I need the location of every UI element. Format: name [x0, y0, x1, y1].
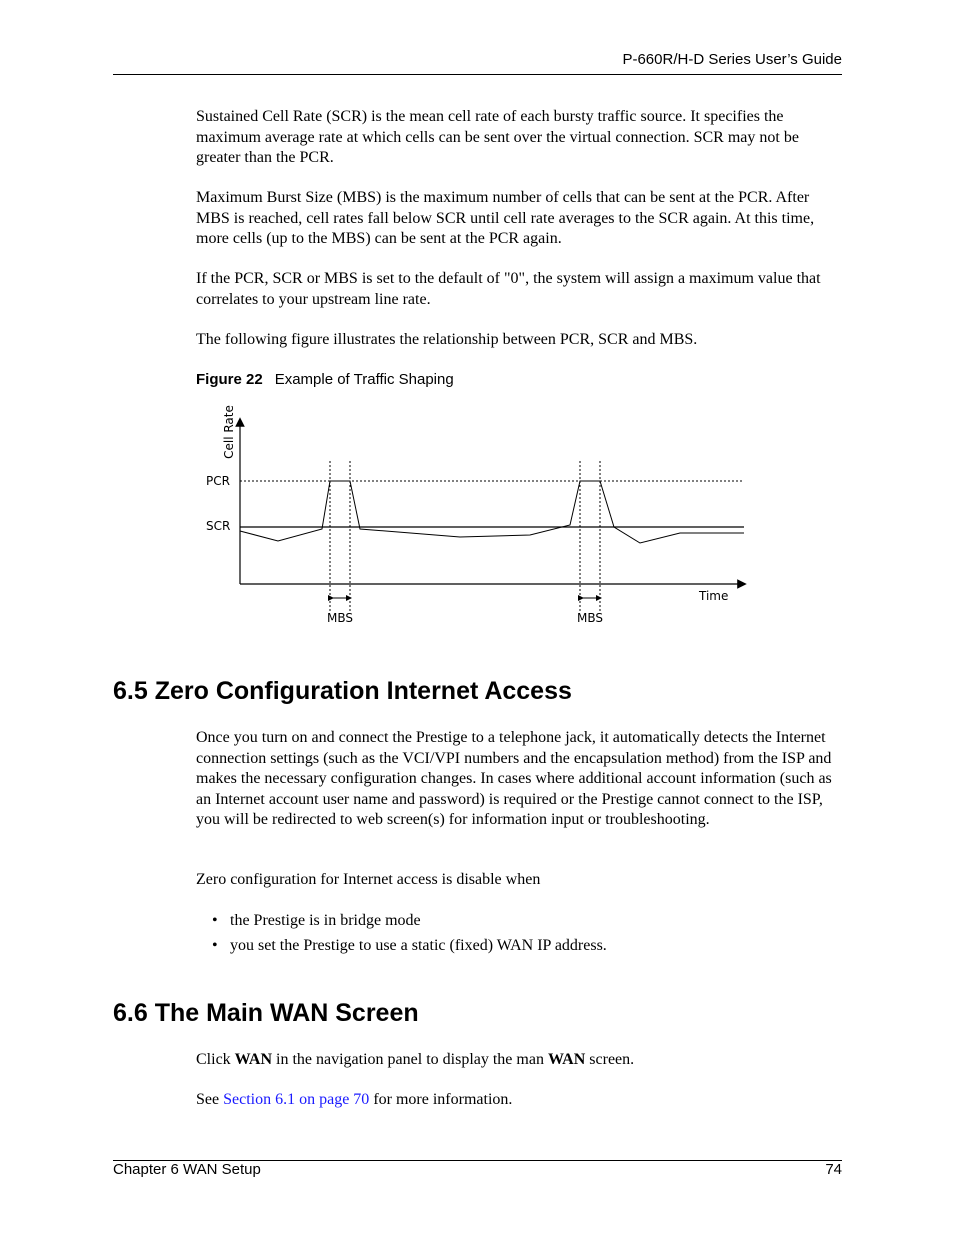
list-item: • the Prestige is in bridge mode: [212, 908, 607, 933]
bold-wan: WAN: [234, 1051, 273, 1068]
zero-config-disable-intro: Zero configuration for Internet access is disable when: [196, 871, 541, 888]
section-heading-main-wan: 6.6 The Main WAN Screen: [113, 999, 419, 1027]
text-segment: screen.: [585, 1051, 635, 1068]
footer-chapter: Chapter 6 WAN Setup: [113, 1161, 261, 1178]
see-section-paragraph: [196, 1090, 846, 1111]
mbs-label-2: MBS: [577, 611, 603, 625]
intro-paragraph-default: If the PCR, SCR or MBS is set to the default of "0", the system will assign a maximum value that correlates to your upstream line rate.: [196, 270, 821, 308]
text-segment: for more information.: [369, 1091, 513, 1108]
main-wan-paragraph: [196, 1050, 846, 1071]
zero-config-paragraph: Once you turn on and connect the Prestige to a telephone jack, it automatically detects the Internet connection settings (such as the VCI/VPI numbers and the encapsulation method) from the ISP and makes the necessary configuration changes. In cases where additional account information (such as an Internet account user name and password) is required or the Prestige cannot connect to the ISP, you will be redirected to web screen(s) for information input or troubleshooting.: [196, 729, 832, 828]
intro-paragraph-figure-ref: The following figure illustrates the relationship between PCR, SCR and MBS.: [196, 331, 698, 348]
intro-paragraph-scr: Sustained Cell Rate (SCR) is the mean cell rate of each bursty traffic source. It specifies the maximum average rate at which cells can be sent over the virtual connection. SCR may not be greater than the PCR.: [196, 108, 799, 166]
y-axis-label: Cell Rate: [222, 405, 236, 459]
pcr-label: PCR: [206, 474, 230, 488]
bold-wan: WAN: [547, 1051, 586, 1068]
cell-rate-curve: [240, 481, 744, 543]
footer-page-number: 74: [825, 1161, 842, 1178]
x-axis-label: Time: [699, 589, 729, 603]
zero-config-bullet-list: [212, 908, 607, 958]
text-segment: in the navigation panel to display the man: [272, 1051, 548, 1068]
figure-title: Example of Traffic Shaping: [274, 371, 454, 388]
section-heading-zero-config: 6.5 Zero Configuration Internet Access: [113, 677, 572, 705]
text-segment: Click: [196, 1051, 235, 1068]
list-item: • you set the Prestige to use a static (fixed) WAN IP address.: [212, 933, 607, 958]
header-title: P-660R/H-D Series User’s Guide: [622, 51, 842, 68]
text-segment: See: [196, 1091, 224, 1108]
intro-paragraph-mbs: Maximum Burst Size (MBS) is the maximum number of cells that can be sent at the PCR. After MBS is reached, cell rates fall below SCR until cell rate averages to the SCR again. At this time, more cells (up to the MBS) can be sent at the PCR again.: [196, 189, 815, 247]
mbs-label-1: MBS: [327, 611, 353, 625]
scr-label: SCR: [206, 519, 231, 533]
section-link[interactable]: Section 6.1 on page 70: [223, 1091, 370, 1108]
figure-number: Figure 22: [196, 371, 263, 388]
